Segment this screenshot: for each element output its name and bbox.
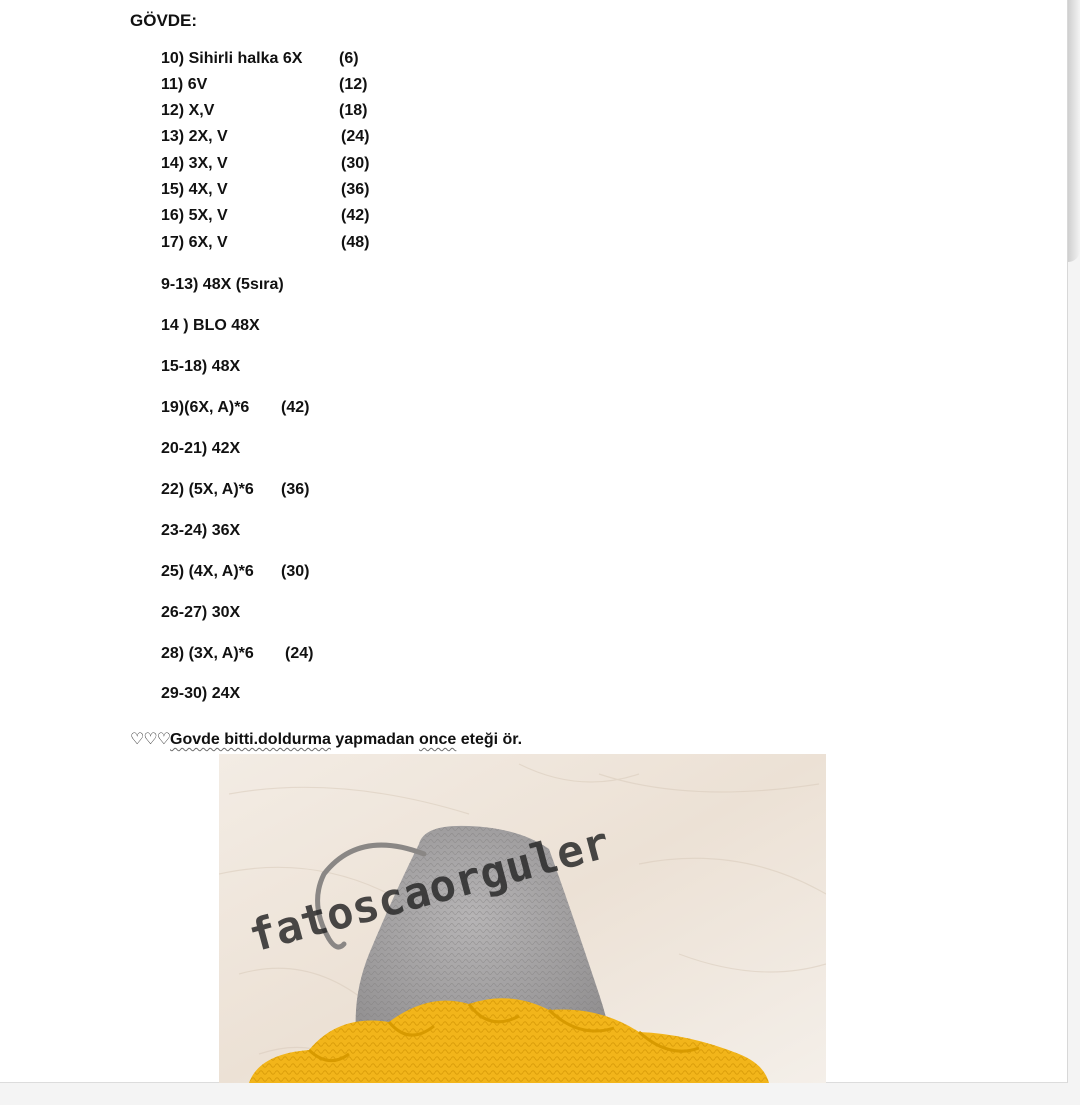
row-stitch-count: (12) (339, 76, 368, 93)
row-instruction: 10) Sihirli halka 6X (161, 50, 303, 67)
row-stitch-count: (30) (281, 563, 310, 580)
row-instruction: 14 ) BLO 48X (161, 317, 260, 334)
row-instruction: 17) 6X, V (161, 234, 228, 251)
row-instruction: 29-30) 24X (161, 685, 241, 702)
row-instruction: 28) (3X, A)*6 (161, 645, 254, 662)
note-underlined-text: Govde bitti.doldurma (170, 731, 331, 748)
row-stitch-count: (42) (341, 207, 370, 224)
row-instruction: 22) (5X, A)*6 (161, 481, 254, 498)
row-instruction: 23-24) 36X (161, 522, 241, 539)
row-instruction: 25) (4X, A)*6 (161, 563, 254, 580)
row-instruction: 14) 3X, V (161, 155, 228, 172)
hearts-icon: ♡♡♡ (130, 731, 171, 748)
row-instruction: 26-27) 30X (161, 604, 241, 621)
note-text-2: eteği ör. (456, 731, 523, 748)
note-text: yapmadan (330, 731, 419, 748)
row-stitch-count: (18) (339, 102, 368, 119)
row-instruction: 15) 4X, V (161, 181, 228, 198)
row-instruction: 19)(6X, A)*6 (161, 399, 250, 416)
row-instruction: 9-13) 48X (5sıra) (161, 276, 284, 293)
instruction-note (130, 729, 522, 749)
row-stitch-count: (36) (281, 481, 310, 498)
row-instruction: 15-18) 48X (161, 358, 241, 375)
row-stitch-count: (48) (341, 234, 370, 251)
row-stitch-count: (30) (341, 155, 370, 172)
row-instruction: 20-21) 42X (161, 440, 241, 457)
row-instruction: 13) 2X, V (161, 128, 228, 145)
crochet-photo (219, 754, 826, 1083)
row-instruction: 16) 5X, V (161, 207, 228, 224)
page-edge (1068, 0, 1080, 262)
row-stitch-count: (6) (339, 50, 359, 67)
row-instruction: 11) 6V (161, 76, 208, 93)
row-stitch-count: (42) (281, 399, 310, 416)
row-instruction: 12) X,V (161, 102, 215, 119)
note-underlined-text-2: once (418, 731, 457, 748)
row-stitch-count: (24) (341, 128, 370, 145)
section-title: GÖVDE: (130, 11, 198, 30)
watermark-text: fatoscaorguler (243, 817, 616, 963)
row-stitch-count: (24) (285, 645, 314, 662)
row-stitch-count: (36) (341, 181, 370, 198)
